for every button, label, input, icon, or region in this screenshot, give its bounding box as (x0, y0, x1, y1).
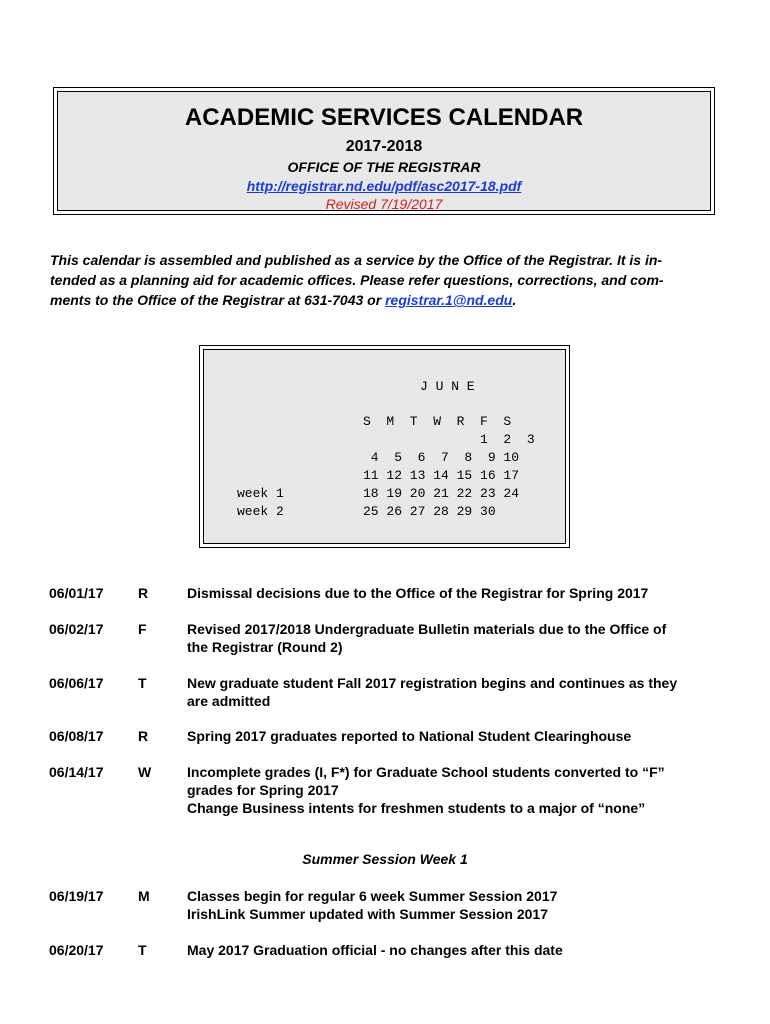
event-date: 06/20/17 (49, 942, 104, 958)
intro-line-2: tended as a planning aid for academic offices. Please refer questions, corrections, and com- (50, 272, 664, 288)
event-line: grades for Spring 2017 (187, 782, 339, 798)
event-day: R (138, 728, 149, 744)
header-panel (57, 91, 711, 211)
event-line: are admitted (187, 693, 271, 709)
event-description (187, 941, 732, 959)
intro-line-3-end: . (512, 292, 517, 308)
event-date: 06/02/17 (49, 621, 104, 637)
calendar-row: 1 2 3 (363, 432, 535, 447)
event-line: Classes begin for regular 6 week Summer Session 2017 (187, 888, 558, 904)
calendar-row: 18 19 20 21 22 23 24 (363, 486, 520, 501)
week-1-label: week 1 (237, 486, 284, 501)
event-day: F (138, 621, 147, 637)
header-box (53, 87, 715, 215)
office-name: OFFICE OF THE REGISTRAR (287, 159, 481, 175)
event-description (187, 763, 732, 817)
event-line: Revised 2017/2018 Undergraduate Bulletin materials due to the Office of (187, 621, 667, 637)
event-line: IrishLink Summer updated with Summer Session 2017 (187, 906, 548, 922)
calendar-weekdays: S M T W R F S (363, 414, 512, 429)
event-line: Dismissal decisions due to the Office of the Registrar for Spring 2017 (187, 585, 649, 601)
event-date: 06/08/17 (49, 728, 104, 744)
revised-date: Revised 7/19/2017 (325, 196, 443, 212)
month-calendar-box (199, 345, 570, 548)
event-day: T (138, 942, 147, 958)
event-line: Change Business intents for freshmen students to a major of “none” (187, 800, 646, 816)
calendar-row: 11 12 13 14 15 16 17 (363, 468, 520, 483)
event-line: Incomplete grades (I, F*) for Graduate School students converted to “F” (187, 764, 665, 780)
event-day: M (138, 888, 150, 904)
event-line: May 2017 Graduation official - no changes after this date (187, 942, 563, 958)
event-line: New graduate student Fall 2017 registration begins and continues as they (187, 675, 678, 691)
event-description (187, 584, 732, 602)
event-date: 06/01/17 (49, 585, 104, 601)
event-description (187, 674, 732, 710)
event-day: T (138, 675, 147, 691)
event-line: the Registrar (Round 2) (187, 639, 343, 655)
event-date: 06/14/17 (49, 764, 104, 780)
academic-year: 2017-2018 (345, 138, 423, 155)
week-2-label: week 2 (237, 504, 284, 519)
event-day: R (138, 585, 149, 601)
intro-line-1: This calendar is assembled and published as a service by the Office of the Registrar. It is in- (50, 252, 663, 268)
event-date: 06/19/17 (49, 888, 104, 904)
event-line: Spring 2017 graduates reported to National Student Clearinghouse (187, 728, 632, 744)
intro-line-3-text: ments to the Office of the Registrar at 631-7043 or (50, 292, 386, 308)
calendar-row: 4 5 6 7 8 9 10 (363, 450, 520, 465)
event-day: W (138, 764, 152, 780)
event-description (187, 620, 732, 656)
calendar-url-link[interactable]: http://registrar.nd.edu/pdf/asc2017-18.pdf (246, 178, 522, 194)
section-heading: Summer Session Week 1 (302, 851, 468, 867)
calendar-month: J U N E (420, 379, 475, 394)
intro-line-3 (50, 290, 722, 310)
calendar-row: 25 26 27 28 29 30 (363, 504, 496, 519)
event-description (187, 887, 732, 923)
registrar-email-link[interactable]: registrar.1@nd.edu (385, 292, 513, 308)
month-calendar (203, 349, 566, 544)
event-description (187, 727, 732, 745)
page-title: ACADEMIC SERVICES CALENDAR (184, 104, 584, 131)
intro-paragraph (50, 250, 722, 310)
event-date: 06/06/17 (49, 675, 104, 691)
